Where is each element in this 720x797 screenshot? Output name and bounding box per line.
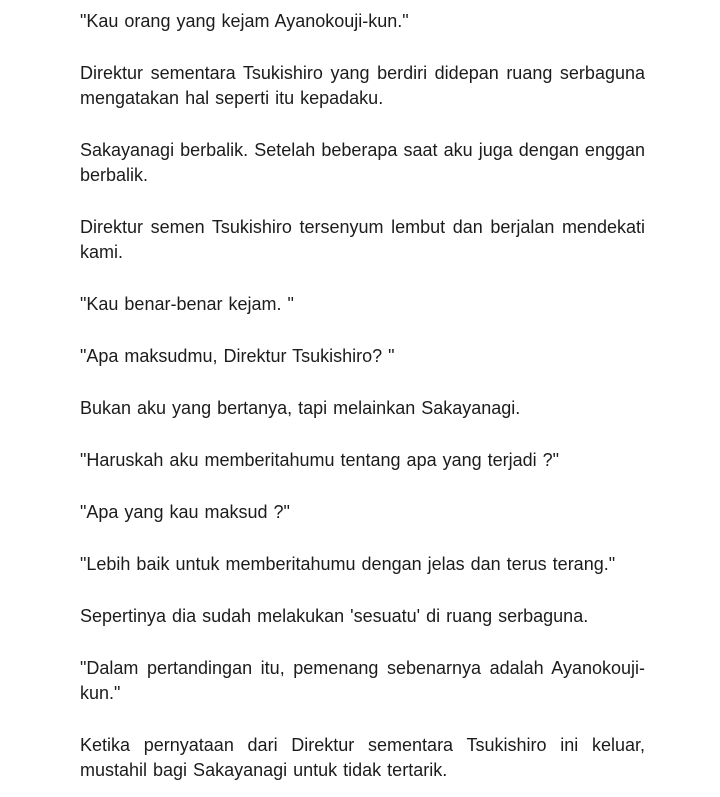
paragraph: Direktur sementara Tsukishiro yang berdiri didepan ruang serbaguna mengatakan hal seperti itu kepadaku. [80,63,645,108]
paragraph: Direktur semen Tsukishiro tersenyum lembut dan berjalan mendekati kami. [80,217,645,262]
paragraph: Sakayanagi berbalik. Setelah beberapa saat aku juga dengan enggan berbalik. [80,140,645,185]
paragraph: "Apa yang kau maksud ?" [80,502,290,522]
paragraph: "Dalam pertandingan itu, pemenang sebenarnya adalah Ayanokouji-kun." [80,658,645,703]
paragraph: Ketika pernyataan dari Direktur sementara Tsukishiro ini keluar, mustahil bagi Sakayanagi untuk tidak tertarik. [80,735,645,780]
paragraph: "Lebih baik untuk memberitahumu dengan jelas dan terus terang." [80,554,616,574]
paragraph: "Kau orang yang kejam Ayanokouji-kun." [80,11,409,31]
paragraph: "Haruskah aku memberitahumu tentang apa yang terjadi ?" [80,450,560,470]
paragraph: Sepertinya dia sudah melakukan 'sesuatu' di ruang serbaguna. [80,606,589,626]
paragraph: "Apa maksudmu, Direktur Tsukishiro? " [80,346,395,366]
paragraph: Bukan aku yang bertanya, tapi melainkan Sakayanagi. [80,398,521,418]
paragraph: "Kau benar-benar kejam. " [80,294,294,314]
